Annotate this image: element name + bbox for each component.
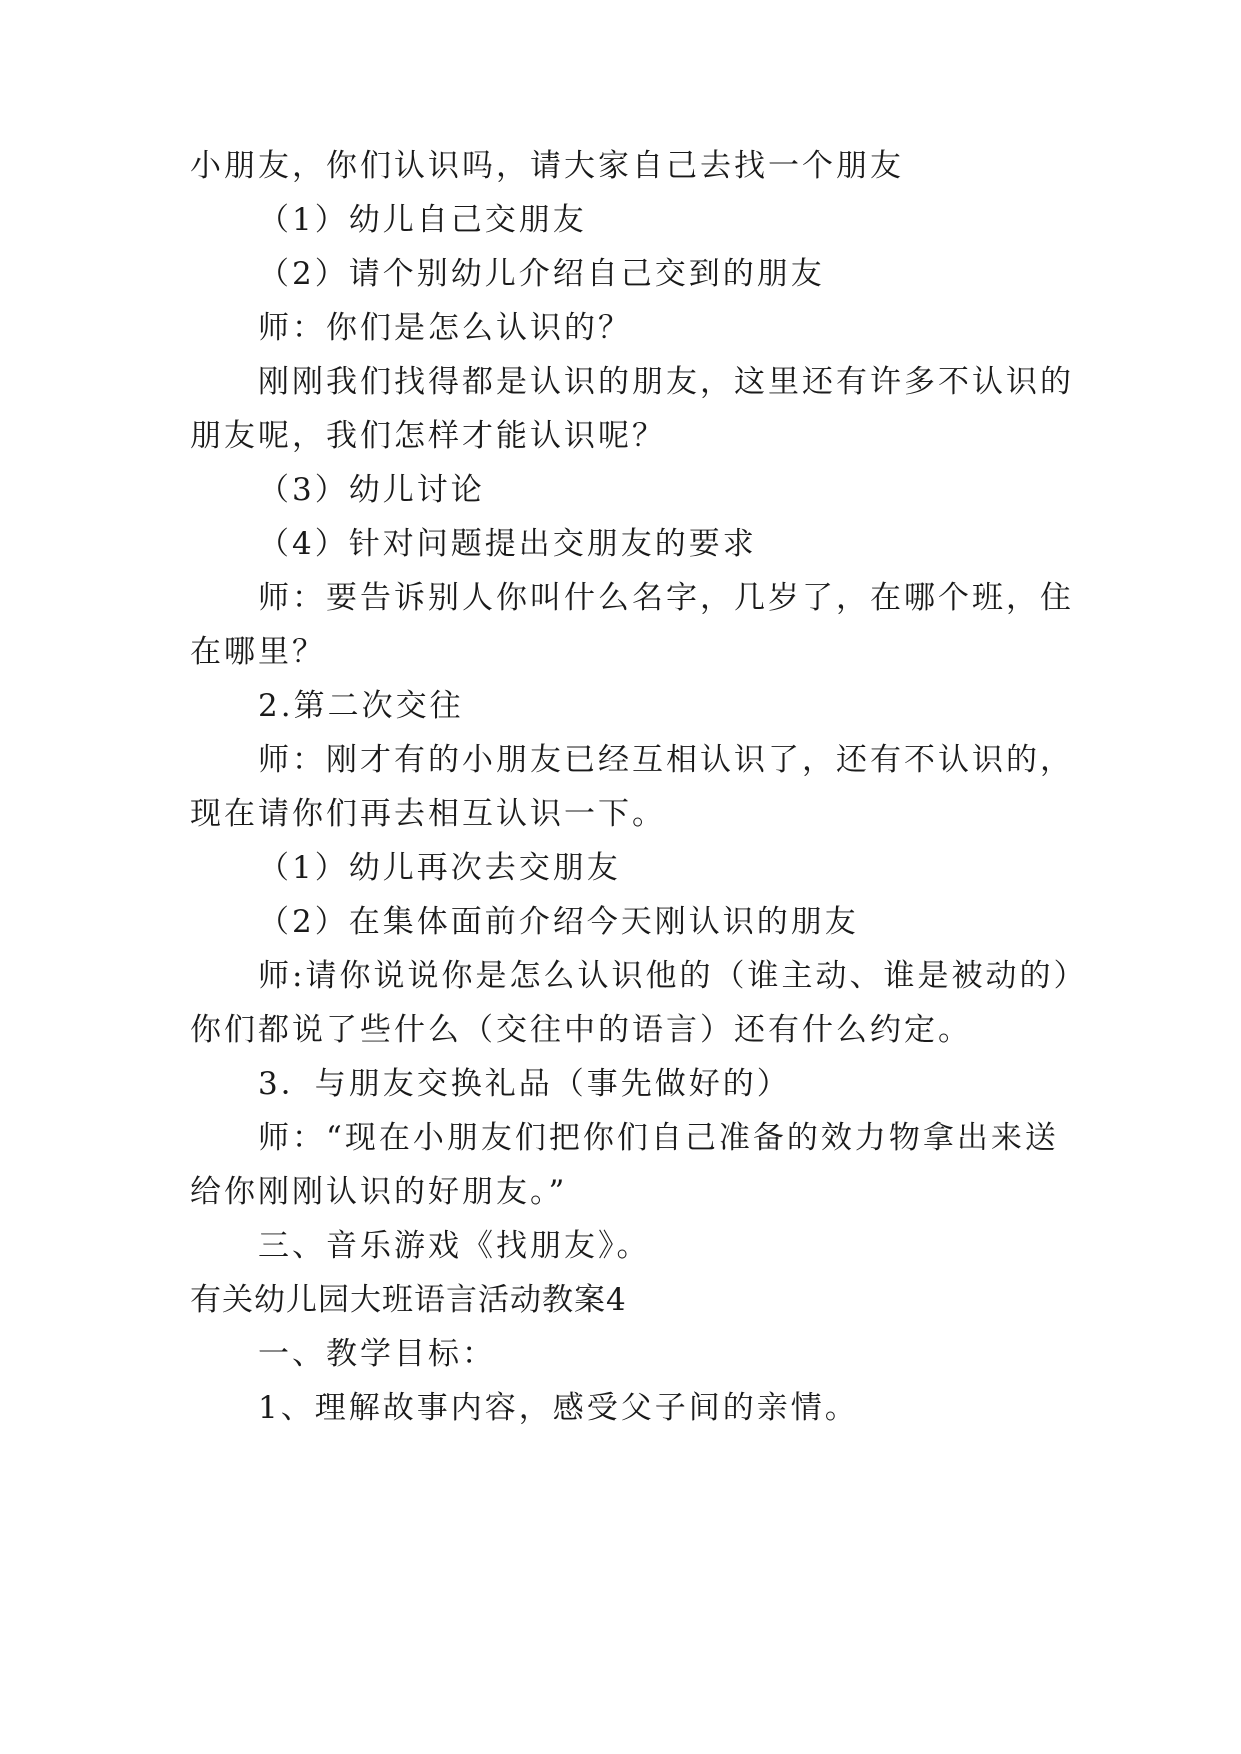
text-line: 朋友呢，我们怎样才能认识呢？ <box>190 418 666 454</box>
text-line: 师：“现在小朋友们把你们自己准备的效力物拿出来送 <box>258 1120 1059 1156</box>
text-line: 小朋友，你们认识吗，请大家自己去找一个朋友 <box>190 148 904 184</box>
list-item: 1、理解故事内容，感受父子间的亲情。 <box>258 1390 859 1426</box>
document-title: 有关幼儿园大班语言活动教案4 <box>190 1282 627 1318</box>
text-line: 师：刚才有的小朋友已经互相认识了，还有不认识的， <box>258 742 1074 778</box>
section-heading: 3．与朋友交换礼品（事先做好的） <box>258 1066 791 1102</box>
text-line: 刚刚我们找得都是认识的朋友，这里还有许多不认识的 <box>258 364 1074 400</box>
list-item: （1）幼儿再次去交朋友 <box>258 850 621 886</box>
text-line: 给你刚刚认识的好朋友。” <box>190 1174 568 1210</box>
section-heading: 2.第二次交往 <box>258 688 464 724</box>
text-line: 现在请你们再去相互认识一下。 <box>190 796 666 832</box>
list-item: （4）针对问题提出交朋友的要求 <box>258 526 757 562</box>
text-line: 师:请你说说你是怎么认识他的（谁主动、谁是被动的） <box>258 958 1088 994</box>
section-heading: 三、音乐游戏《找朋友》。 <box>258 1228 651 1264</box>
list-item: （2）请个别幼儿介绍自己交到的朋友 <box>258 256 825 292</box>
list-item: （1）幼儿自己交朋友 <box>258 202 587 238</box>
text-line: 师：要告诉别人你叫什么名字，几岁了，在哪个班，住 <box>258 580 1074 616</box>
text-line: 师：你们是怎么认识的？ <box>258 310 632 346</box>
list-item: （2）在集体面前介绍今天刚认识的朋友 <box>258 904 859 940</box>
section-heading: 一、教学目标： <box>258 1336 496 1372</box>
text-line: 在哪里？ <box>190 634 326 670</box>
text-line: 你们都说了些什么（交往中的语言）还有什么约定。 <box>190 1012 972 1048</box>
list-item: （3）幼儿讨论 <box>258 472 485 508</box>
